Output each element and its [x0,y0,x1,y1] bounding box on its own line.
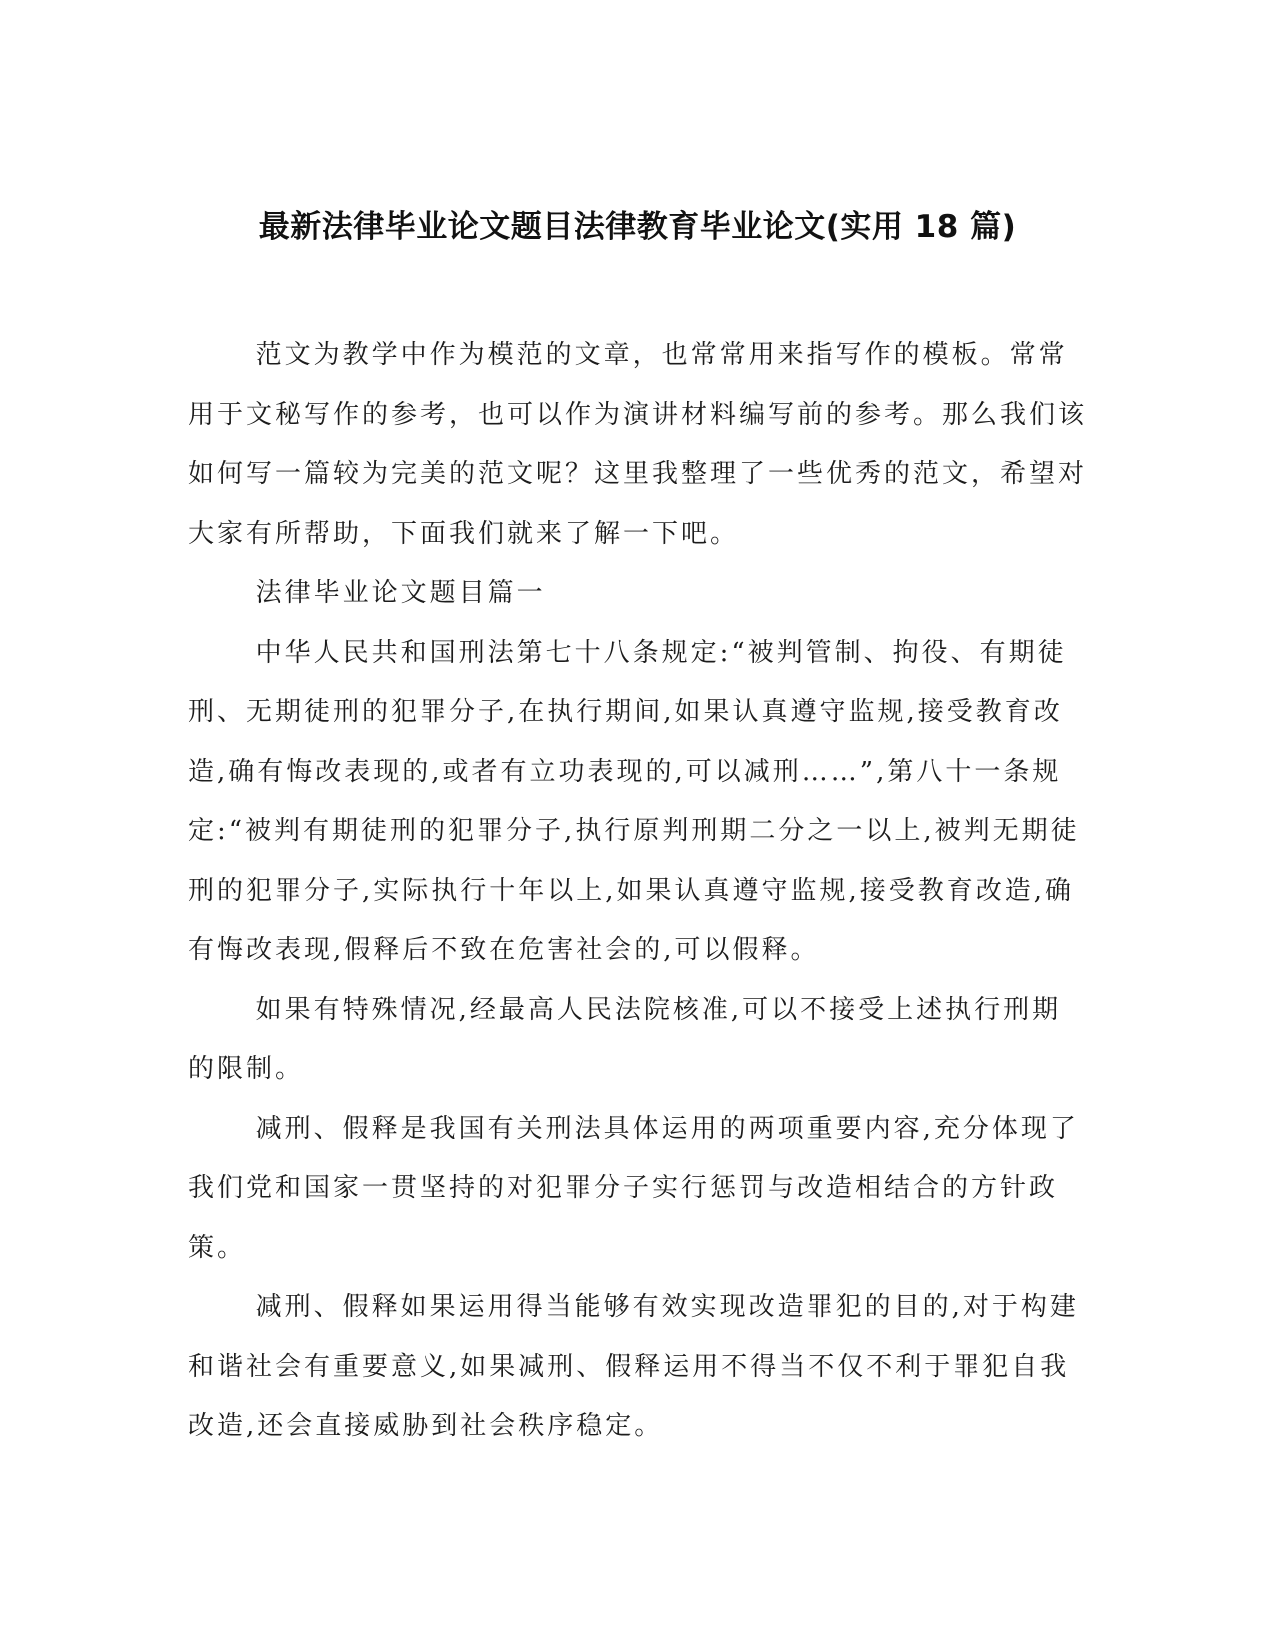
section-heading: 法律毕业论文题目篇一 [255,578,546,608]
body-paragraph: 减刑、假释如果运用得当能够有效实现改造罪犯的目的,对于构建和谐社会有重要意义,如果减刑、假释运用不得当不仅不利于罪犯自我改造,还会直接威胁到社会秩序稳定。 [188,1292,1079,1441]
body-paragraph: 如果有特殊情况,经最高人民法院核准,可以不接受上述执行刑期的限制。 [188,994,1062,1084]
body-paragraph: 减刑、假释是我国有关刑法具体运用的两项重要内容,充分体现了我们党和国家一贯坚持的对犯罪分子实行惩罚与改造相结合的方针政策。 [188,1113,1079,1263]
body-paragraph: 中华人民共和国刑法第七十八条规定:“被判管制、拘役、有期徒刑、无期徒刑的犯罪分子,在执行期间,如果认真遵守监规,接受教育改造,确有悔改表现的,或者有立功表现的,可以减刑……”,第八十一条规定:“被判有期徒刑的犯罪分子,执行原判刑期二分之一以上,被判无期徒刑的犯罪分子,实际执行十年以上,如果认真遵守监规,接受教育改造,确有悔改表现,假释后不致在危害社会的,可以假释。 [188,637,1080,965]
document-body [188,326,1088,1457]
intro-paragraph: 范文为教学中作为模范的文章，也常常用来指写作的模板。常常用于文秘写作的参考，也可以作为演讲材料编写前的参考。那么我们该如何写一篇较为完美的范文呢？这里我整理了一些优秀的范文，希望对大家有所帮助，下面我们就来了解一下吧。 [188,340,1088,549]
document-title: 最新法律毕业论文题目法律教育毕业论文(实用 18 篇) [258,209,1017,245]
